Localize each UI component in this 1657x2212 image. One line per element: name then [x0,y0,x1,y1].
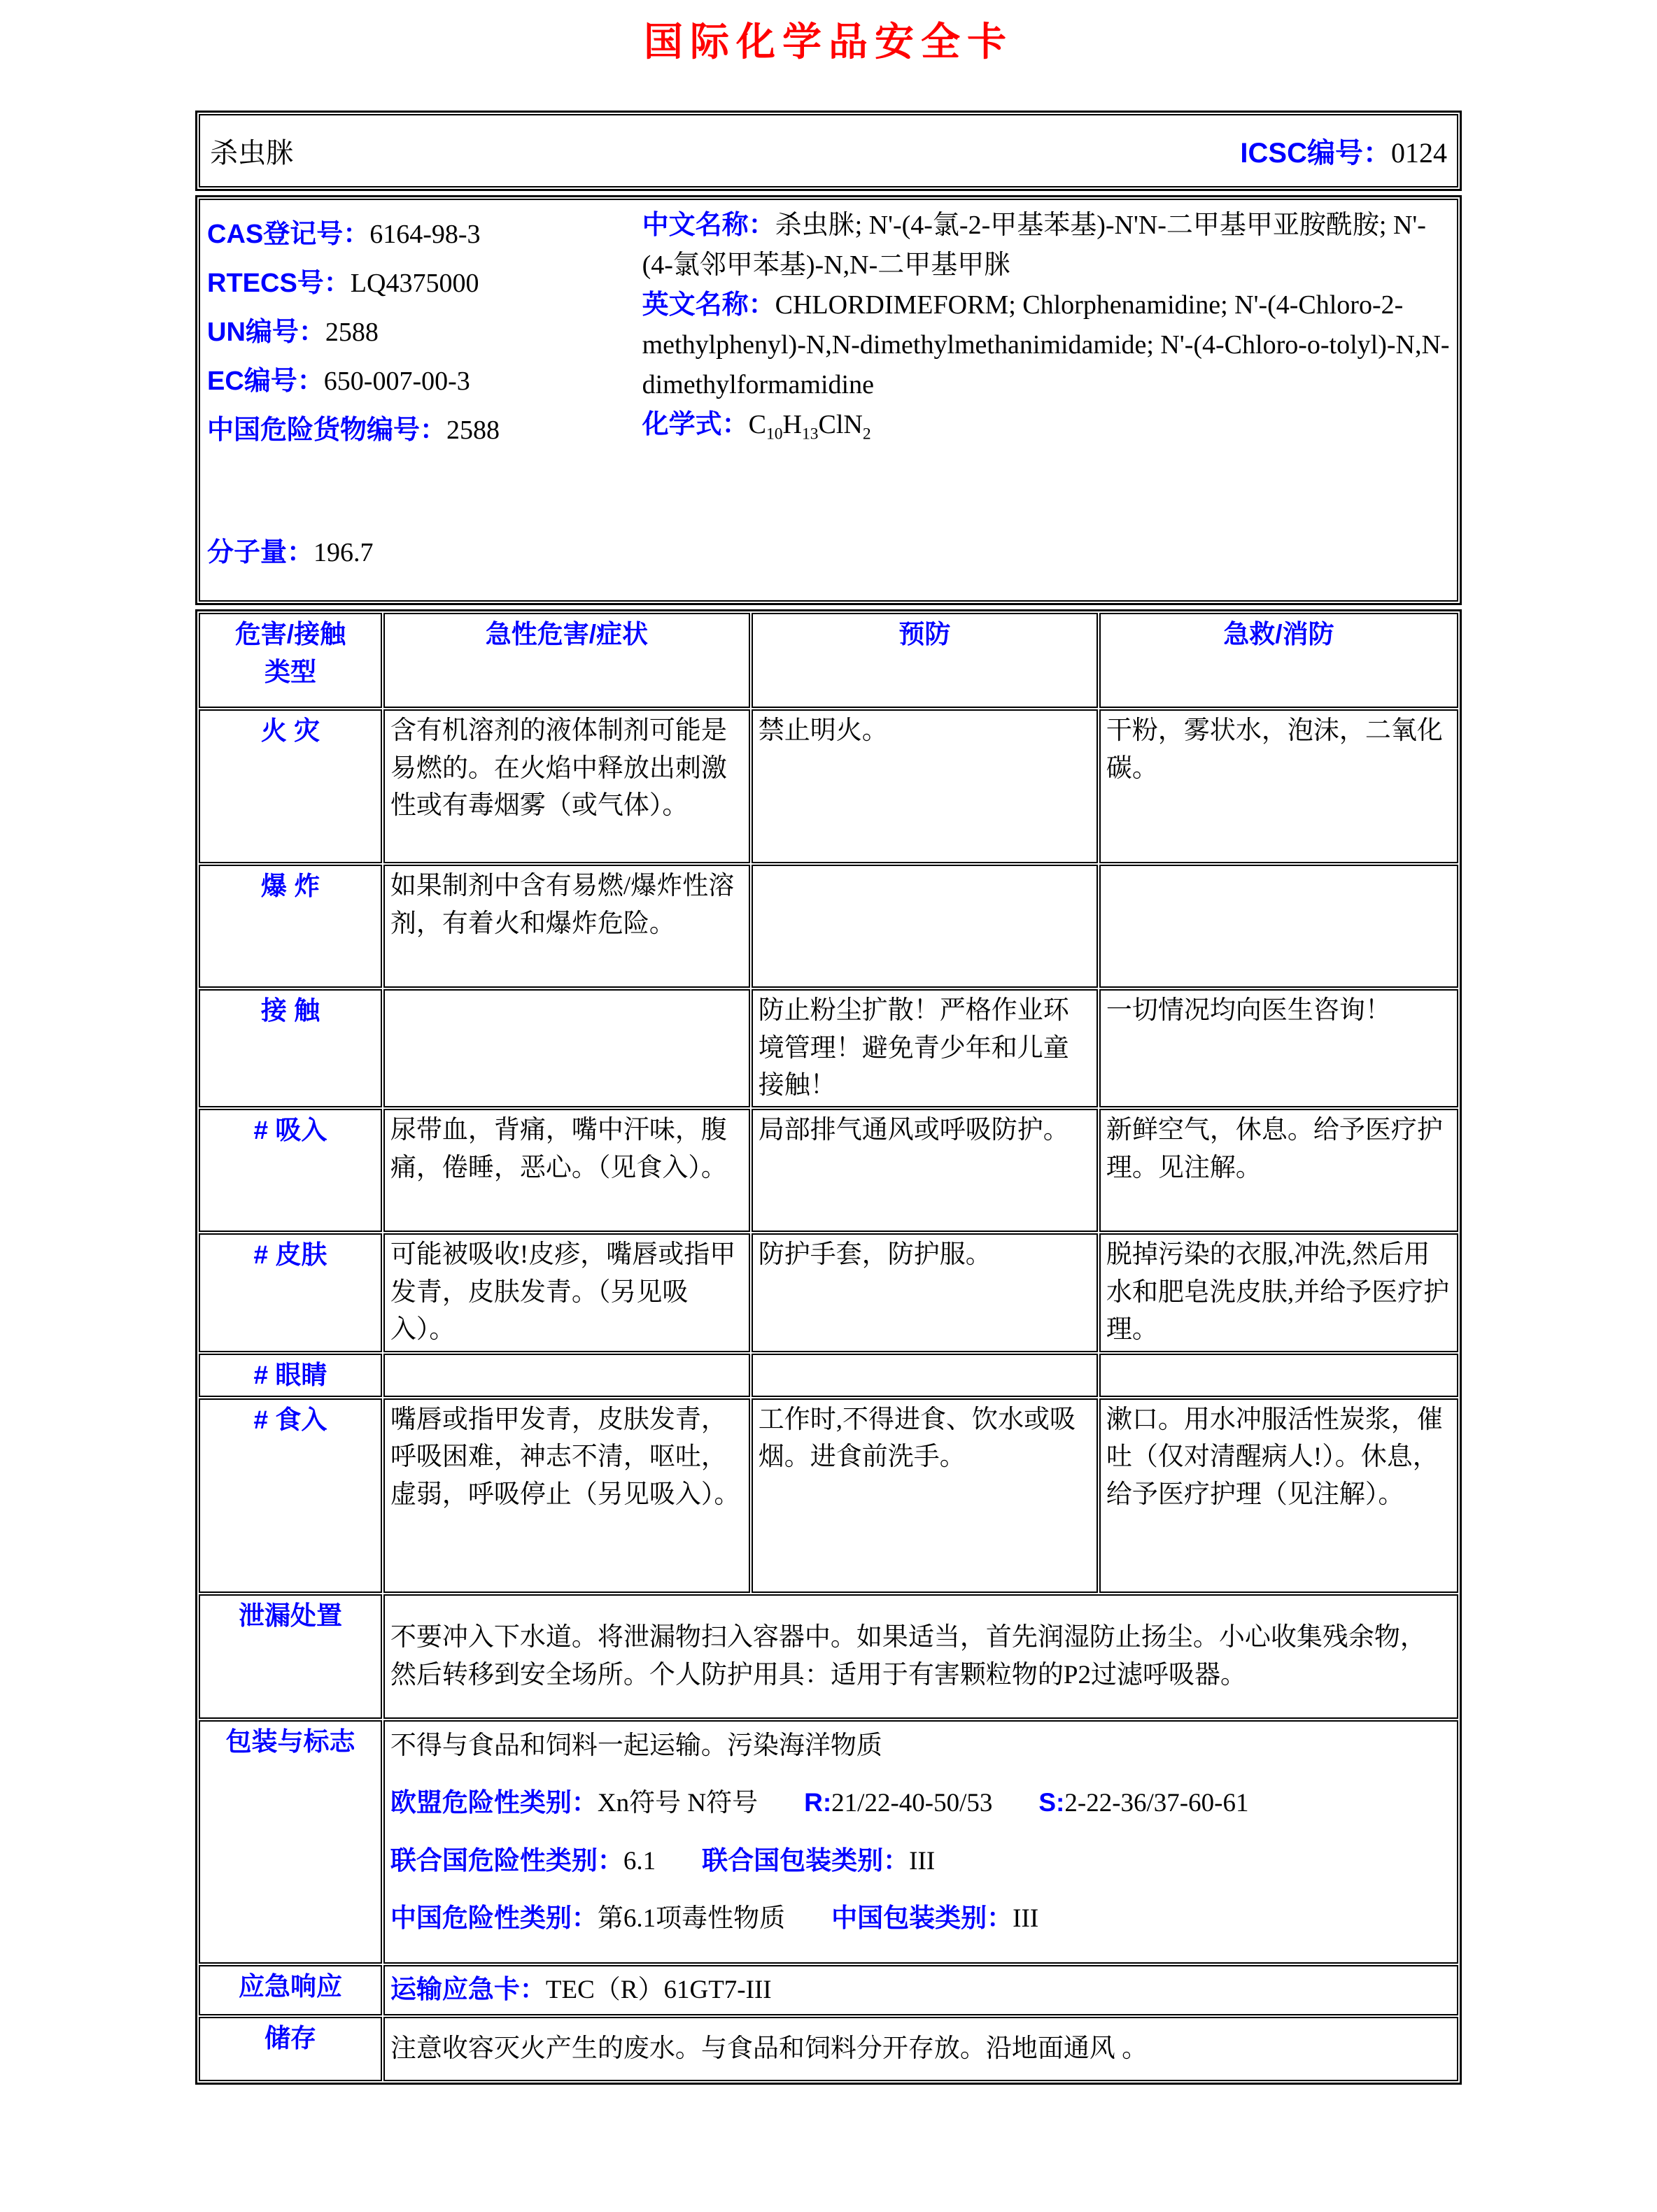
cn-pack-group-label: 中国包装类别： [831,1903,1013,1933]
row-fire-symptoms: 含有机溶剂的液体制剂可能是易燃的。在火焰中释放出刺激性或有毒烟雾（或气体）。 [383,709,750,863]
row-spill-text: 不要冲入下水道。将泄漏物扫入容器中。如果适当，首先润湿防止扬尘。小心收集残余物，然后转移到安全场所。个人防护用具：适用于有害颗粒物的P2过滤呼吸器。 [383,1594,1458,1719]
row-fire-first-aid: 干粉，雾状水，泡沫，二氧化碳。 [1099,709,1458,863]
rtecs-number-label: RTECS号： [207,269,351,298]
row-emergency-label: 应急响应 [199,1965,382,2015]
un-pack-group-label: 联合国包装类别： [702,1845,910,1875]
formula-c-sub: 10 [766,425,783,444]
english-name-label: 英文名称： [642,290,775,320]
formula-c: C [748,410,766,439]
row-explosion [199,865,1458,988]
row-storage [199,2017,1458,2081]
ec-number-label: EC编号： [207,367,324,396]
row-skin-symptoms: 可能被吸收!皮疹，嘴唇或指甲发青，皮肤发青。（另见吸入）。 [383,1233,750,1352]
formula-line [642,405,1450,447]
s-phrases-label: S: [1038,1788,1065,1817]
eu-hazard-symbols: Xn符号 N符号 [597,1789,759,1818]
un-hazard-class-label: 联合国危险性类别： [390,1845,623,1875]
cn-pack-group-value: III [1013,1904,1039,1934]
row-eyes-label: # 眼睛 [199,1354,382,1397]
packaging-un-line [390,1842,1451,1880]
substance-name: 杀虫脒 [210,137,294,169]
row-ingestion [199,1398,1458,1593]
row-inhalation-symptoms: 尿带血，背痛，嘴中汗味，腹痛，倦睡，恶心。（见食入）。 [383,1109,750,1232]
row-fire [199,709,1458,863]
hazard-table [195,609,1462,2085]
hazard-table-header-row [199,613,1458,708]
formula-n-sub: 2 [862,425,871,444]
row-skin-prevention: 防护手套，防护服。 [752,1233,1098,1352]
un-number-label: UN编号： [207,318,325,347]
row-skin [199,1233,1458,1352]
row-exposure-first-aid: 一切情况均向医生咨询！ [1099,989,1458,1107]
cas-number-line [207,215,635,255]
molecular-weight-value: 196.7 [313,538,374,567]
cas-number-label: CAS登记号： [207,220,370,249]
cn-hazard-class-label: 中国危险性类别： [390,1903,598,1933]
row-eyes-prevention [752,1354,1098,1397]
un-number-line [207,313,635,353]
icsc-number-value: 0124 [1391,137,1447,169]
row-explosion-first-aid [1099,865,1458,988]
row-eyes-first-aid [1099,1354,1458,1397]
header-first-aid: 急救/消防 [1099,613,1458,708]
ec-number-line [207,362,635,402]
chinese-name-line [642,206,1450,285]
transport-emergency-card-label: 运输应急卡： [390,1975,546,2004]
row-inhalation [199,1109,1458,1232]
packaging-cn-line [390,1899,1451,1938]
un-pack-group-value: III [909,1846,936,1876]
packaging-transport-note: 不得与食品和饲料一起运输。污染海洋物质 [390,1731,882,1760]
header-type [199,613,382,708]
identity-box [195,195,1462,605]
row-packaging-label: 包装与标志 [199,1720,382,1964]
formula-cln: ClN [818,410,863,439]
english-name-value: CHLORDIMEFORM; Chlorphenamidine; N'-(4-Chloro-2- methylphenyl)-N,N-dimethylmethanimidamide; N'-(4-Chloro-o-tolyl)-N,N-dimethylformamidine [642,290,1450,399]
rtecs-number-value: LQ4375000 [350,269,479,298]
s-phrases-value: 2-22-36/37-60-61 [1064,1789,1249,1818]
substance-header-box [195,111,1462,191]
name-list [642,206,1450,582]
chinese-name-value: 杀虫脒; N'-(4-氯-2-甲基苯基)-N'N-二甲基甲亚胺酰胺; N'-(4-氯邻甲苯基)-N,N-二甲基甲脒 [642,211,1426,280]
row-skin-first-aid: 脱掉污染的衣服,冲洗,然后用水和肥皂洗皮肤,并给予医疗护理。 [1099,1233,1458,1352]
chinese-name-label: 中文名称： [642,211,775,240]
formula-h-sub: 13 [801,425,819,444]
r-phrases-label: R: [804,1788,832,1817]
eu-hazard-class-label: 欧盟危险性类别： [390,1788,598,1817]
row-eyes [199,1354,1458,1397]
row-inhalation-first-aid: 新鲜空气，休息。给予医疗护理。见注解。 [1099,1109,1458,1232]
un-hazard-class-value: 6.1 [623,1846,656,1876]
row-packaging-content [383,1720,1458,1964]
row-spill-label: 泄漏处置 [199,1594,382,1719]
row-ingestion-first-aid: 漱口。用水冲服活性炭浆，催吐（仅对清醒病人!）。休息，给予医疗护理（见注解）。 [1099,1398,1458,1593]
header-prevention: 预防 [752,613,1098,708]
row-emergency-content [383,1965,1458,2015]
row-exposure-label: 接 触 [199,989,382,1107]
header-type-line2: 类型 [264,657,316,686]
icsc-card-page [195,0,1462,2085]
molecular-weight-label: 分子量： [207,538,314,567]
row-packaging-labelling [199,1720,1458,1964]
row-ingestion-label: # 食入 [199,1398,382,1593]
row-explosion-prevention [752,865,1098,988]
header-type-line1: 危害/接触 [234,620,346,648]
packaging-eu-line [390,1784,1451,1822]
formula-h: H [782,410,802,439]
row-explosion-symptoms: 如果制剂中含有易燃/爆炸性溶剂，有着火和爆炸危险。 [383,865,750,988]
page-title: 国际化学品安全卡 [644,20,1013,64]
identity-columns [199,199,1458,602]
row-storage-label: 储存 [199,2017,382,2081]
english-name-line [642,285,1450,405]
row-skin-label: # 皮肤 [199,1233,382,1352]
icsc-number-label: ICSC编号： [1240,138,1391,169]
molecular-weight-line [207,533,635,573]
cn-hazard-class-value: 第6.1项毒性物质 [597,1904,786,1934]
china-dg-number-value: 2588 [446,416,500,445]
row-exposure-prevention: 防止粉尘扩散！严格作业环境管理！避免青少年和儿童接触！ [752,989,1098,1107]
rtecs-number-line [207,264,635,304]
row-explosion-label: 爆 炸 [199,865,382,988]
row-fire-label: 火 灾 [199,709,382,863]
row-exposure-symptoms [383,989,750,1107]
identifier-list [207,206,642,582]
cas-number-value: 6164-98-3 [369,220,481,249]
row-storage-text: 注意收容灭火产生的废水。与食品和饲料分开存放。沿地面通风 。 [383,2017,1458,2081]
formula-label: 化学式： [642,410,749,439]
row-emergency-response [199,1965,1458,2015]
row-exposure [199,989,1458,1107]
china-dg-number-line [207,411,635,451]
un-number-value: 2588 [325,318,379,347]
row-inhalation-label: # 吸入 [199,1109,382,1232]
transport-emergency-card-value: TEC（R）61GT7-III [545,1976,772,2005]
row-fire-prevention: 禁止明火。 [752,709,1098,863]
icsc-number [1240,131,1447,171]
formula-value [748,410,871,444]
row-eyes-symptoms [383,1354,750,1397]
header-symptoms: 急性危害/症状 [383,613,750,708]
row-ingestion-prevention: 工作时,不得进食、饮水或吸烟。进食前洗手。 [752,1398,1098,1593]
substance-header-row [199,114,1458,187]
row-inhalation-prevention: 局部排气通风或呼吸防护。 [752,1109,1098,1232]
row-spill-disposal [199,1594,1458,1719]
china-dg-number-label: 中国危险货物编号： [207,416,447,445]
ec-number-value: 650-007-00-3 [323,367,470,396]
row-ingestion-symptoms: 嘴唇或指甲发青，皮肤发青，呼吸困难，神志不清，呕吐，虚弱，呼吸停止（另见吸入）。 [383,1398,750,1593]
r-phrases-value: 21/22-40-50/53 [831,1789,993,1818]
